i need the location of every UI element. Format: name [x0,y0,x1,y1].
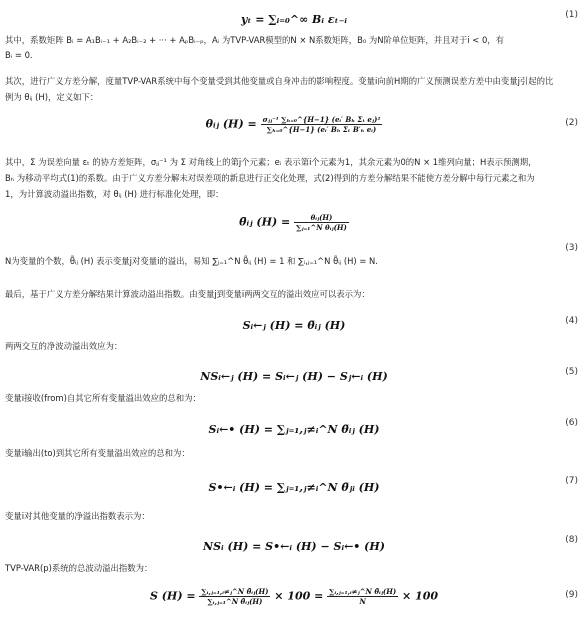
equation-1 [0,8,588,27]
equation-4 [0,314,588,333]
paragraph-5: 最后，基于广义方差分解结果计算波动溢出指数。由变量j到变量i两两交互的溢出效应可以表示为： [5,289,370,299]
equation-1-body: yₜ = ∑ᵢ₌₀^∞ Bᵢ εₜ₋ᵢ [240,13,348,26]
equation-9-denominator-1: ∑ᵢ,ⱼ₌₁^N θ̃ᵢⱼ(H) [207,596,263,606]
equation-9 [0,584,588,606]
equation-9-numerator-2: ∑ᵢ,ⱼ₌₁,ᵢ≠ⱼ^N θ̃ᵢⱼ(H) [329,586,397,596]
equation-9-denominator-2: N [359,596,366,606]
equation-5-number: (5) [565,367,578,377]
equation-3 [0,210,588,232]
paragraph-7: 变量i接收(from)自其它所有变量溢出效应的总和为： [5,393,201,403]
equation-6-body: Sᵢ←• (H) = ∑ⱼ₌₁,ⱼ≠ᵢ^N θ̃ᵢⱼ (H) [208,423,380,436]
paragraph-3b: Bₕ 为移动平均式(1)的系数。由于广义方差分解未对误差项的新息进行正交化处理，式(2)得到的方差分解结果不能使方差分解中每行元素之和为 [5,173,535,183]
equation-9-fraction-2 [327,587,398,606]
equation-2-numerator: σⱼⱼ⁻¹ ∑ₕ₌₀^{H−1} (eᵢ′ Bₕ Σₜ eⱼ)² [262,114,381,124]
paragraph-2b: 例为 θᵢⱼ (H)，定义如下： [5,92,99,102]
equation-9-number: (9) [565,590,578,600]
equation-9-fraction-1 [199,587,270,606]
paragraph-2a: 其次，进行广义方差分解，度量TVP-VAR系统中每个变量受到其他变量或自身冲击的影响程度。变量i向前H期的广义预测误差方差中由变量j引起的比 [5,76,554,86]
equation-4-body: Sᵢ←ⱼ (H) = θ̃ᵢⱼ (H) [242,319,346,332]
equation-3-number: (3) [565,243,578,253]
paragraph-4: N为变量的个数，θ̃ᵢⱼ (H) 表示变量j对变量i的溢出，易知 ∑ⱼ₌₁^N θ̃ᵢⱼ (H) = 1 和 ∑ᵢ,ⱼ₌₁^N θ̃ᵢⱼ (H) = N. [5,256,378,266]
equation-2 [0,112,588,134]
paragraph-10: TVP-VAR(p)系统的总波动溢出指数为： [5,563,153,573]
equation-8-body: NSᵢ (H) = S•←ᵢ (H) − Sᵢ←• (H) [203,540,385,553]
equation-3-denominator: ∑ⱼ₌₁^N θᵢⱼ(H) [296,222,347,232]
paragraph-9: 变量i对其他变量的净溢出指数表示为： [5,511,150,521]
equation-2-number: (2) [565,118,578,128]
equation-2-denominator: ∑ₕ₌₀^{H−1} (eᵢ′ Bₕ Σₜ B′ₕ eᵢ) [266,124,377,134]
equation-7 [0,476,588,495]
paragraph-1b: Bᵢ = 0. [5,50,33,60]
equation-6-number: (6) [565,418,578,428]
equation-5 [0,365,588,384]
paragraph-3c: 1，为计算波动溢出指数，对 θᵢⱼ (H) 进行标准化处理，即： [5,189,224,199]
equation-8 [0,535,588,554]
equation-3-fraction [294,213,349,232]
paragraph-8: 变量i输出(to)到其它所有变量溢出效应的总和为： [5,448,190,458]
paragraph-6: 两两交互的净波动溢出效应为： [5,341,123,351]
paragraph-1a: 其中，系数矩阵 Bᵢ = A₁Bᵢ₋₁ + A₂Bᵢ₋₂ + ··· + AₚBᵢ₋ₚ，Aᵢ 为TVP-VAR模型的N × N系数矩阵，B₀ 为N阶单位矩阵，并且对于i < 0，有 [5,35,505,45]
equation-3-numerator: θᵢⱼ(H) [294,213,349,223]
equation-2-lhs: θᵢⱼ (H) = [205,117,257,130]
equation-3-lhs: θ̃ᵢⱼ (H) = [239,215,291,228]
paragraph-3a: 其中，Σ 为误差向量 εₜ 的协方差矩阵，σⱼⱼ⁻¹ 为 Σ 对角线上的第j个元素；eᵢ 表示第i个元素为1，其余元素为0的N × 1维列向量；H表示预测期， [5,157,537,167]
equation-9-tail: × 100 [402,589,439,602]
equation-6 [0,418,588,437]
equation-9-numerator-1: ∑ᵢ,ⱼ₌₁,ᵢ≠ⱼ^N θ̃ᵢⱼ(H) [201,586,269,596]
equation-2-fraction [261,115,383,134]
equation-4-number: (4) [565,316,578,326]
equation-5-body: NSᵢ←ⱼ (H) = Sᵢ←ⱼ (H) − Sⱼ←ᵢ (H) [200,370,388,383]
equation-7-number: (7) [565,476,578,486]
equation-8-number: (8) [565,535,578,545]
equation-9-lhs: S (H) = [149,589,196,602]
equation-7-body: S•←ᵢ (H) = ∑ⱼ₌₁,ⱼ≠ᵢ^N θ̃ⱼᵢ (H) [208,481,380,494]
equation-1-number: (1) [565,10,578,20]
equation-9-mid: × 100 = [274,589,324,602]
